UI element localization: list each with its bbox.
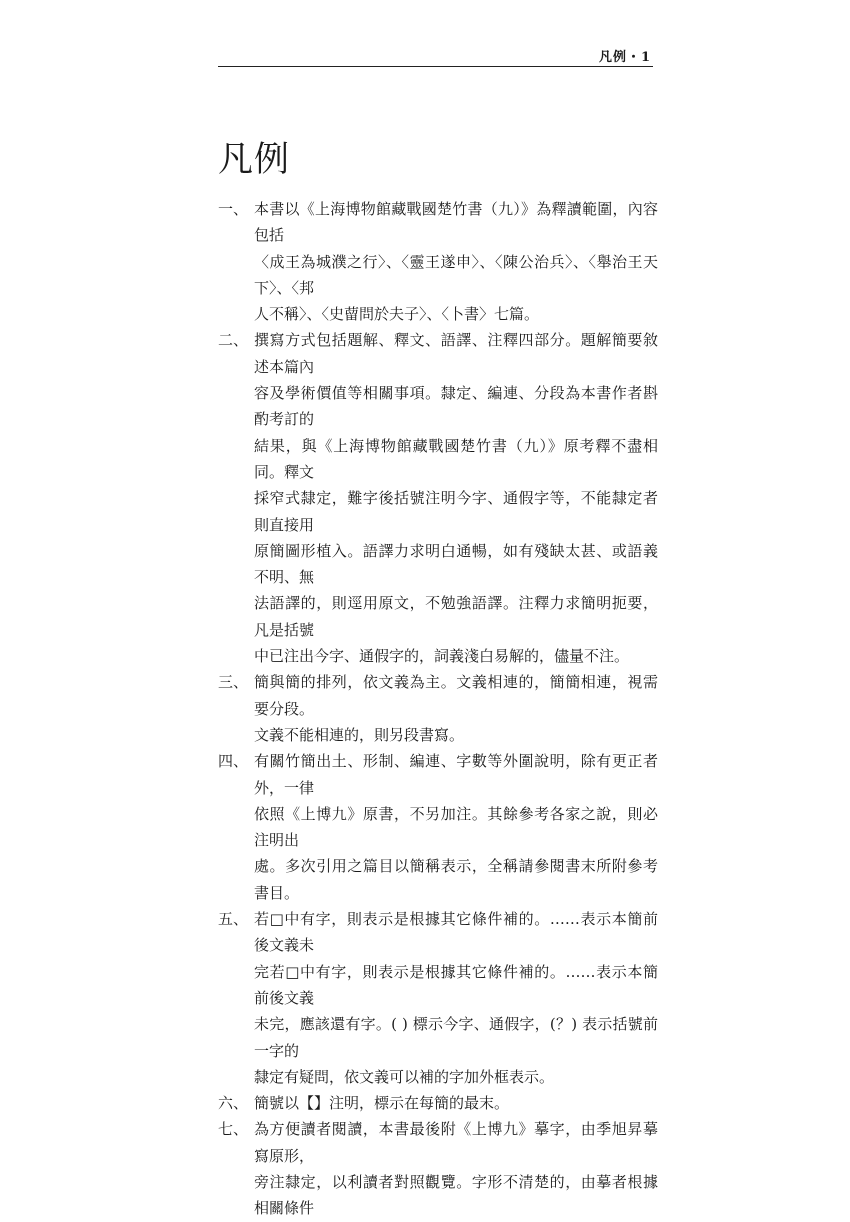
- list-item: [218, 196, 658, 327]
- item-text: 撰寫方式包括題解、釋文、語譯、注釋四部分。題解簡要敘述本篇內 容及學術價值等相關事項。隸定、編連、分段為本書作者斟酌考訂的 結果，與《上海博物館藏戰國楚竹書（九）》原考釋不盡相同。釋文 採窄式隸定，難字後括號注明今字、通假字等，不能隸定者則直接用 原簡圖形植入。語譯力求明白通暢，如有殘缺太甚、或語義不明、無 法語譯的，則逕用原文，不勉強語譯。注釋力求簡明扼要，凡是括號 中已注出今字、通假字的，詞義淺白易解的，儘量不注。: [254, 331, 658, 666]
- list-item: [218, 1116, 658, 1221]
- list-item: [218, 906, 658, 1090]
- item-number: 四、: [218, 752, 249, 771]
- list-item: [218, 1090, 658, 1116]
- list-item: [218, 669, 658, 748]
- running-header: [218, 44, 653, 70]
- header-page-label: 凡例・1: [598, 50, 651, 65]
- item-text: 若□中有字，則表示是根據其它條件補的。……表示本簡前後文義未 完若□中有字，則表示是根據其它條件補的。……表示本簡前後文義 未完，應該還有字。( ) 標示今字、通假字，(？) 表示括號前一字的 隸定有疑問，依文義可以補的字加外框表示。: [254, 910, 658, 1086]
- item-number: 三、: [218, 673, 249, 692]
- item-number: 七、: [218, 1120, 249, 1139]
- item-text: 本書以《上海博物館藏戰國楚竹書（九）》為釋讀範圍，內容包括 〈成王為城濮之行〉、〈靈王遂申〉、〈陳公治兵〉、〈舉治王天下〉、〈邦 人不稱〉、〈史蒥問於夫子〉、〈卜書〉七篇。: [254, 200, 658, 324]
- item-text: 簡號以【】注明，標示在每簡的最末。: [254, 1094, 510, 1113]
- item-text: 為方便讀者閱讀，本書最後附《上博九》摹字，由季旭昇摹寫原形， 旁注隸定，以利讀者對照觀覽。字形不清楚的，由摹者根據相關條件: [254, 1120, 658, 1218]
- list-item: [218, 748, 658, 906]
- item-text: 簡與簡的排列，依文義為主。文義相連的，簡簡相連，視需要分段。 文義不能相連的，則另段書寫。: [254, 673, 658, 744]
- page-title: 凡例: [218, 140, 291, 180]
- item-number: 六、: [218, 1094, 249, 1113]
- item-text: 有關竹簡出土、形制、編連、字數等外圍說明，除有更正者外，一律 依照《上博九》原書，不另加注。其餘參考各家之說，則必注明出 處。多次引用之篇目以簡稱表示，全稱請參閱書末所附參考書目。: [254, 752, 658, 902]
- item-number: 二、: [218, 331, 249, 350]
- guidelines-list: [218, 196, 658, 1222]
- header-rule: [218, 66, 653, 67]
- item-number: 一、: [218, 200, 249, 218]
- list-item: [218, 327, 658, 669]
- item-number: 五、: [218, 910, 249, 929]
